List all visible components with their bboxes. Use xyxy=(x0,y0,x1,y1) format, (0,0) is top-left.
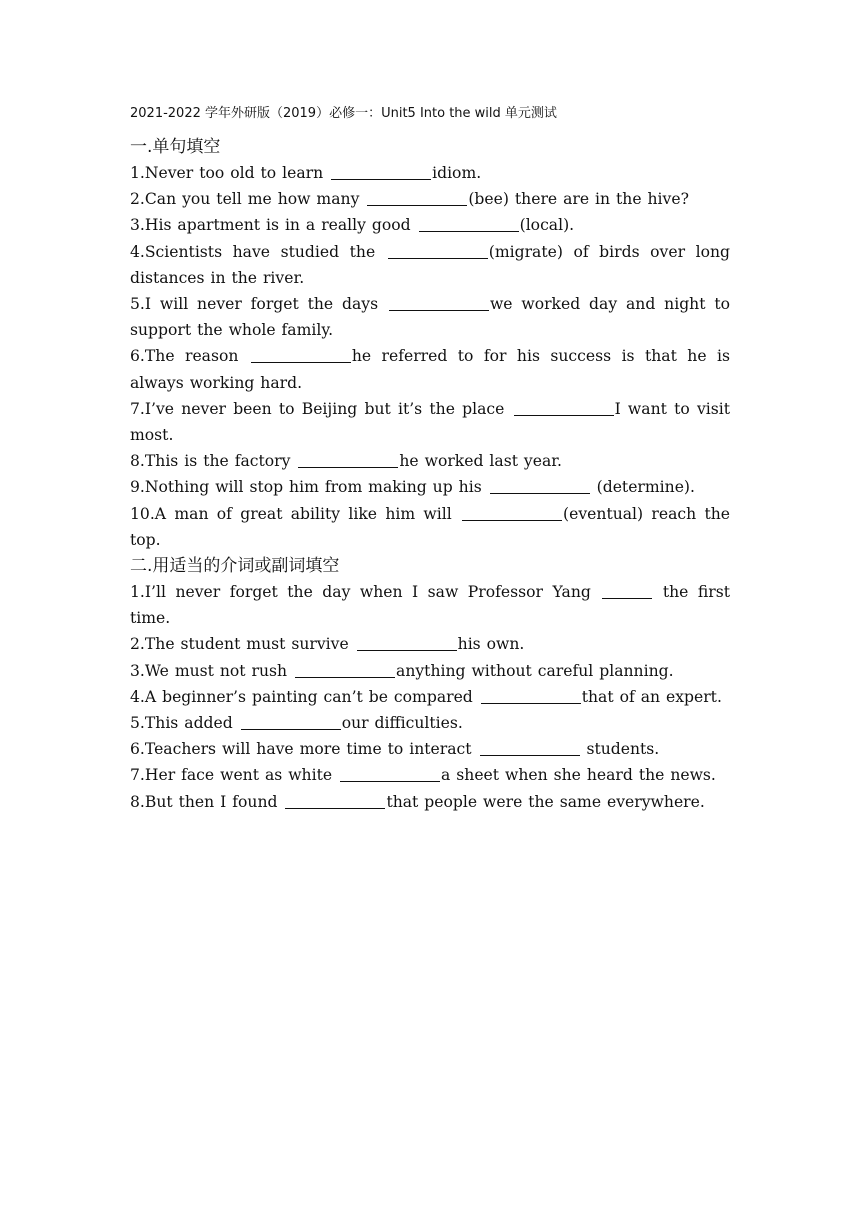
question-text-after: that of an expert. xyxy=(581,687,722,706)
answer-blank[interactable] xyxy=(602,580,652,599)
answer-blank[interactable] xyxy=(462,502,562,521)
answer-blank[interactable] xyxy=(389,292,489,311)
question-text-before: 5.This added xyxy=(130,714,239,733)
question-item xyxy=(130,658,730,684)
answer-blank[interactable] xyxy=(367,187,467,206)
question-item xyxy=(130,212,730,238)
question-item xyxy=(130,291,730,343)
question-text-before: 3.His apartment is in a really good xyxy=(130,216,417,235)
answer-blank[interactable] xyxy=(481,685,581,704)
question-text-before: 8.But then I found xyxy=(130,792,284,811)
answer-blank[interactable] xyxy=(285,790,385,809)
question-text-after: I want to visit most. xyxy=(130,399,730,445)
document-page xyxy=(130,104,730,815)
question-item xyxy=(130,343,730,395)
question-text-after: that people were the same everywhere. xyxy=(386,792,705,811)
question-text-before: 10.A man of great ability like him will xyxy=(130,504,461,523)
answer-blank[interactable] xyxy=(298,449,398,468)
question-text-before: 1.Never too old to learn xyxy=(130,164,330,182)
question-text-after: his own. xyxy=(457,635,525,654)
question-text-after: (determine). xyxy=(590,478,695,497)
answer-blank[interactable] xyxy=(419,213,519,232)
question-item xyxy=(130,501,730,553)
question-text-before: 7.I’ve never been to Beijing but it’s the place xyxy=(130,399,512,418)
question-text-after: (eventual) reach the top. xyxy=(130,504,731,549)
question-text-after: (local). xyxy=(519,216,575,235)
question-item xyxy=(130,396,730,448)
answer-blank[interactable] xyxy=(251,344,351,363)
question-item xyxy=(130,448,730,474)
answer-blank[interactable] xyxy=(357,632,457,651)
question-text-after: he worked last year. xyxy=(399,452,562,471)
question-text-after: a sheet when she heard the news. xyxy=(441,766,716,785)
question-item xyxy=(130,789,730,815)
section-heading: 二.用适当的介词或副词填空 xyxy=(130,556,340,577)
question-text-after: (bee) there are in the hive? xyxy=(468,190,689,209)
question-item xyxy=(130,579,730,631)
question-text-before: 4.A beginner’s painting can’t be compared xyxy=(130,687,479,706)
question-text-after: he referred to for his success is that he is always working hard. xyxy=(130,347,730,392)
question-item xyxy=(130,631,730,657)
answer-blank[interactable] xyxy=(480,737,580,756)
question-text-after: we worked day and night to support the whole family. xyxy=(130,295,730,340)
answer-blank[interactable] xyxy=(514,397,614,416)
question-text-before: 9.Nothing will stop him from making up his xyxy=(130,478,488,497)
section-heading: 一.单句填空 xyxy=(130,137,221,157)
answer-blank[interactable] xyxy=(295,659,395,678)
question-item xyxy=(130,160,730,186)
question-text-after: (migrate) of birds over long distances in the river. xyxy=(130,242,730,287)
question-item xyxy=(130,474,730,500)
question-item xyxy=(130,239,730,291)
question-text-before: 2.The student must survive xyxy=(130,635,355,654)
answer-blank[interactable] xyxy=(340,763,440,782)
question-text-before: 4.Scientists have studied the xyxy=(130,242,386,261)
question-text-after: students. xyxy=(580,740,660,759)
question-text-after: idiom. xyxy=(432,164,482,182)
question-item xyxy=(130,710,730,736)
question-text-after: the first time. xyxy=(130,583,731,628)
question-text-before: 6.The reason xyxy=(130,347,249,366)
answer-blank[interactable] xyxy=(490,475,590,494)
section-preposition-adverb-fill xyxy=(130,553,730,815)
question-text-before: 7.Her face went as white xyxy=(130,766,339,785)
question-item xyxy=(130,684,730,710)
answer-blank[interactable] xyxy=(331,161,431,180)
question-item xyxy=(130,762,730,788)
question-text-before: 8.This is the factory xyxy=(130,452,297,471)
question-item xyxy=(130,736,730,762)
question-text-before: 6.Teachers will have more time to interact xyxy=(130,740,478,759)
section-single-sentence-fill xyxy=(130,134,730,553)
question-item xyxy=(130,186,730,212)
question-text-before: 5.I will never forget the days xyxy=(130,295,387,314)
question-text-before: 3.We must not rush xyxy=(130,661,294,680)
question-text-after: our difficulties. xyxy=(341,714,463,733)
answer-blank[interactable] xyxy=(241,711,341,730)
document-title: 2021-2022 学年外研版（2019）必修一：Unit5 Into the wild 单元测试 xyxy=(130,106,557,121)
question-text-before: 1.I’ll never forget the day when I saw Professor Yang xyxy=(130,583,601,602)
question-text-before: 2.Can you tell me how many xyxy=(130,190,366,209)
question-text-after: anything without careful planning. xyxy=(396,661,674,680)
answer-blank[interactable] xyxy=(388,240,488,259)
